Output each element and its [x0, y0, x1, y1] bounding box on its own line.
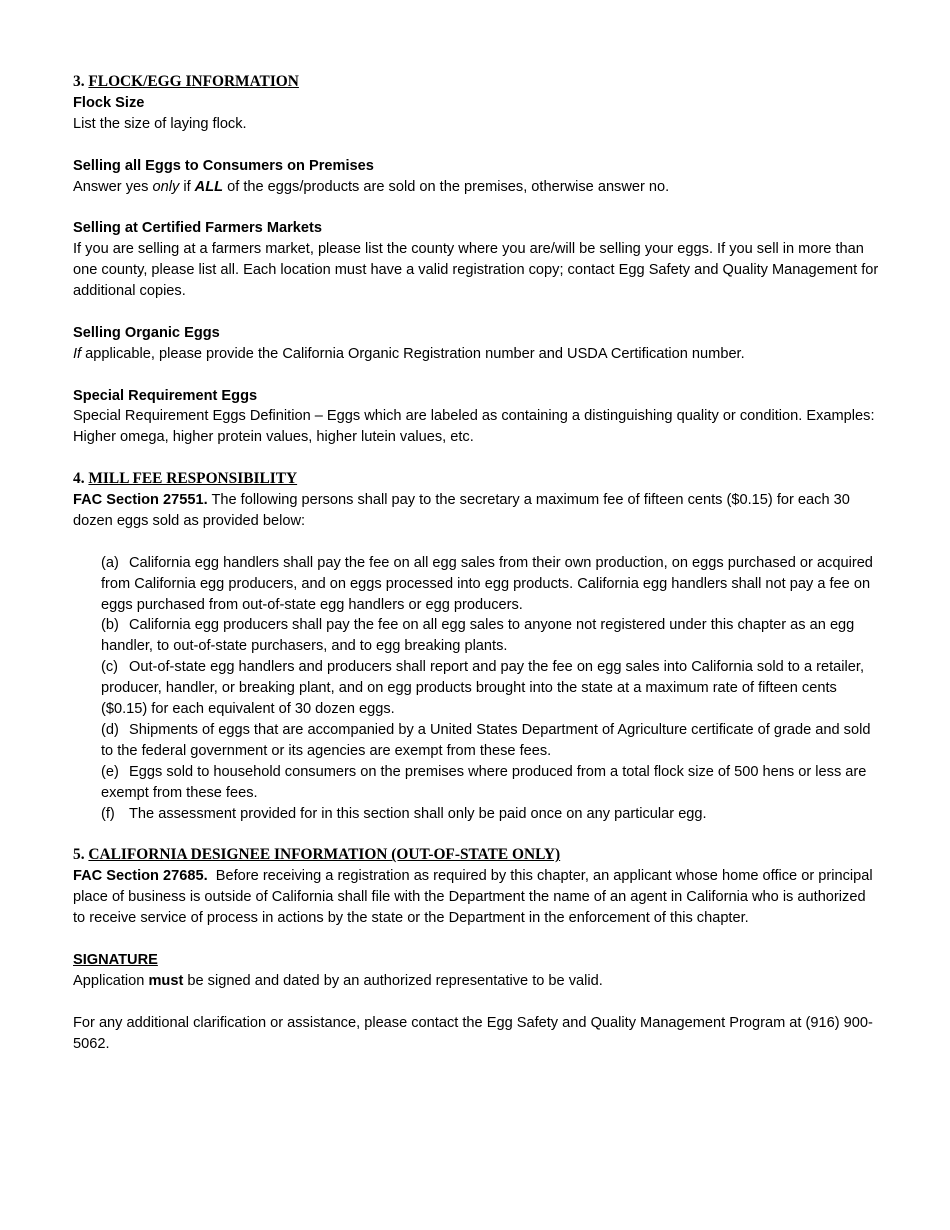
- section-3-heading: [73, 72, 881, 93]
- organic-text: If applicable, please provide the California Organic Registration number and USDA Certification number.: [73, 345, 745, 362]
- farmers-market-text: If you are selling at a farmers market, please list the county where you are/will be selling your eggs. If you sell in more than one county, please list all. Each location must have a valid registration copy; contact Egg Safety and Quality Management for additional copies.: [73, 241, 879, 300]
- flock-size-heading: Flock Size: [73, 94, 145, 111]
- flock-size-text: List the size of laying flock.: [73, 115, 247, 132]
- signature-heading: SIGNATURE: [73, 951, 158, 968]
- list-item: (f) The assessment provided for in this section shall only be paid once on any particular egg.: [101, 805, 707, 822]
- document-page: [73, 72, 881, 1054]
- emphasis-if: If: [73, 345, 82, 362]
- special-requirement-heading: Special Requirement Eggs: [73, 387, 258, 404]
- list-item: (c) Out-of-state egg handlers and producers shall report and pay the fee on egg sales into California sold to a retailer, producer, handler, or breaking plant, and on egg products brought into the state at a maximum rate of fifteen cents ($0.15) for each equivalent of 30 dozen eggs.: [101, 659, 864, 718]
- section-5-number: 5.: [73, 846, 85, 864]
- list-item: (e) Eggs sold to household consumers on the premises where produced from a total flock size of 500 hens or less are exempt from these fees.: [101, 763, 867, 801]
- section-4-number: 4.: [73, 470, 85, 488]
- selling-all-heading: Selling all Eggs to Consumers on Premises: [73, 157, 374, 174]
- special-requirement-text: Special Requirement Eggs Definition – Eggs which are labeled as containing a distinguishing quality or condition. Examples: Higher omega, higher protein values, higher lutein values, etc.: [73, 408, 875, 446]
- selling-all-text: Answer yes only if ALL of the eggs/products are sold on the premises, otherwise answer no.: [73, 178, 670, 195]
- fac-27685-label: FAC Section 27685.: [73, 868, 208, 885]
- section-4-intro: FAC Section 27551. The following persons shall pay to the secretary a maximum fee of fifteen cents ($0.15) for each 30 dozen eggs sold as provided below:: [73, 492, 850, 529]
- farmers-market-heading: Selling at Certified Farmers Markets: [73, 220, 322, 237]
- contact-text: For any additional clarification or assistance, please contact the Egg Safety and Quality Management Program at (916) 900-5062.: [73, 1014, 873, 1052]
- section-5-heading: [73, 845, 881, 866]
- list-item: (a) California egg handlers shall pay the fee on all egg sales from their own production, on eggs purchased or acquired from California egg producers, and on eggs processed into egg products. California egg handlers shall not pay a fee on eggs purchased from out-of-state egg handlers or egg producers.: [101, 554, 873, 613]
- signature-text: Application must be signed and dated by an authorized representative to be valid.: [73, 972, 603, 989]
- fac-27551-label: FAC Section 27551.: [73, 492, 208, 509]
- section-3-title: FLOCK/EGG INFORMATION: [88, 73, 299, 90]
- section-3-number: 3.: [73, 73, 85, 90]
- fee-list: [73, 553, 881, 825]
- emphasis-must: must: [148, 972, 184, 989]
- emphasis-only: only: [152, 178, 180, 195]
- list-item: (d) Shipments of eggs that are accompanied by a United States Department of Agriculture certificate of grade and sold to the federal government or its agencies are exempt from these fees.: [101, 722, 871, 759]
- emphasis-all: ALL: [194, 178, 224, 195]
- list-item: (b) California egg producers shall pay the fee on all egg sales to anyone not registered under this chapter as an egg handler, to out-of-state purchasers, and to egg breaking plants.: [101, 617, 855, 655]
- section-5-text: FAC Section 27685. Before receiving a registration as required by this chapter, an applicant whose home office or principal place of business is outside of California shall file with the Department the name of an agent in California who is authorized to receive service of process in actions by the state or the Department in the enforcement of this chapter.: [73, 868, 873, 927]
- section-4-heading: [73, 469, 881, 490]
- section-5-title: CALIFORNIA DESIGNEE INFORMATION (OUT-OF-STATE ONLY): [88, 846, 561, 864]
- organic-heading: Selling Organic Eggs: [73, 324, 220, 341]
- section-4-title: MILL FEE RESPONSIBILITY: [88, 470, 298, 488]
